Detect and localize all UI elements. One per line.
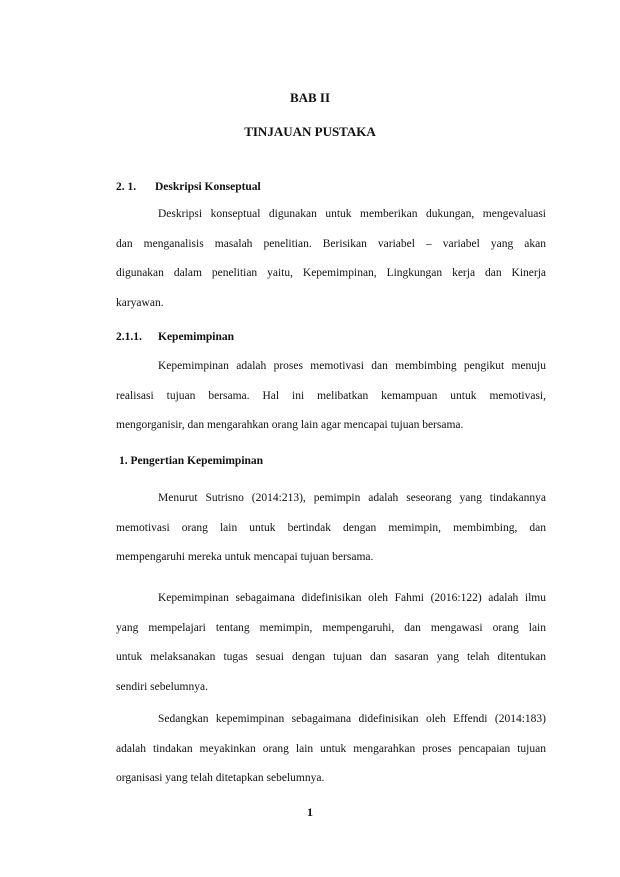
subheading-pengertian: 1. Pengertian Kepemimpinan — [119, 455, 264, 467]
text-line: Deskripsi konseptual digunakan untuk memberikan dukungan, mengevaluasi — [158, 208, 546, 220]
paragraph-kepemimpinan — [116, 358, 546, 434]
paragraph-deskripsi — [116, 206, 546, 309]
text-line: mempengaruhi mereka untuk mencapai tujuan bersama. — [116, 551, 374, 563]
text-line: adalah tindakan meyakinkan orang lain untuk mengarahkan proses pencapaian tujuan — [116, 743, 546, 755]
paragraph-sutrisno — [116, 490, 546, 566]
text-line: mengorganisir, dan mengarahkan orang lain agar mencapai tujuan bersama. — [116, 419, 464, 431]
text-line: untuk melaksanakan tugas sesuai dengan tujuan dan sasaran yang telah ditentukan — [116, 651, 546, 663]
text-line: organisasi yang telah ditetapkan sebelumnya. — [116, 772, 325, 784]
text-line: sendiri sebelumnya. — [116, 681, 208, 693]
text-line: memotivasi orang lain untuk bertindak dengan memimpin, membimbing, dan — [116, 522, 546, 534]
text-line: Menurut Sutrisno (2014:213), pemimpin adalah seseorang yang tindakannya — [158, 492, 546, 504]
text-line: karyawan. — [116, 297, 164, 309]
paragraph-effendi — [116, 711, 546, 787]
page-number: 1 — [307, 805, 313, 819]
chapter-title: TINJAUAN PUSTAKA — [244, 124, 376, 139]
section-heading-deskripsi — [116, 181, 261, 193]
section-number: 2.1.1. — [116, 331, 142, 343]
text-line: dan menganalisis masalah penelitian. Berisikan variabel – variabel yang akan — [116, 238, 546, 250]
paragraph-fahmi — [116, 590, 546, 696]
text-line: digunakan dalam penelitian yaitu, Kepemimpinan, Lingkungan kerja dan Kinerja — [116, 267, 546, 279]
text-line: Kepemimpinan sebagaimana didefinisikan oleh Fahmi (2016:122) adalah ilmu — [158, 592, 546, 604]
text-line: realisasi tujuan bersama. Hal ini melibatkan kemampuan untuk memotivasi, — [116, 390, 546, 402]
section-title: Deskripsi Konseptual — [155, 181, 261, 193]
text-line: Sedangkan kepemimpinan sebagaimana didefinisikan oleh Effendi (2014:183) — [158, 713, 546, 725]
section-title: Kepemimpinan — [158, 331, 235, 343]
section-heading-kepemimpinan — [116, 331, 234, 343]
section-number: 2. 1. — [116, 181, 137, 193]
chapter-label: BAB II — [289, 90, 331, 105]
text-line: Kepemimpinan adalah proses memotivasi dan membimbing pengikut menuju — [158, 360, 546, 372]
text-line: yang mempelajari tentang memimpin, mempengaruhi, dan mengawasi orang lain — [116, 622, 546, 634]
